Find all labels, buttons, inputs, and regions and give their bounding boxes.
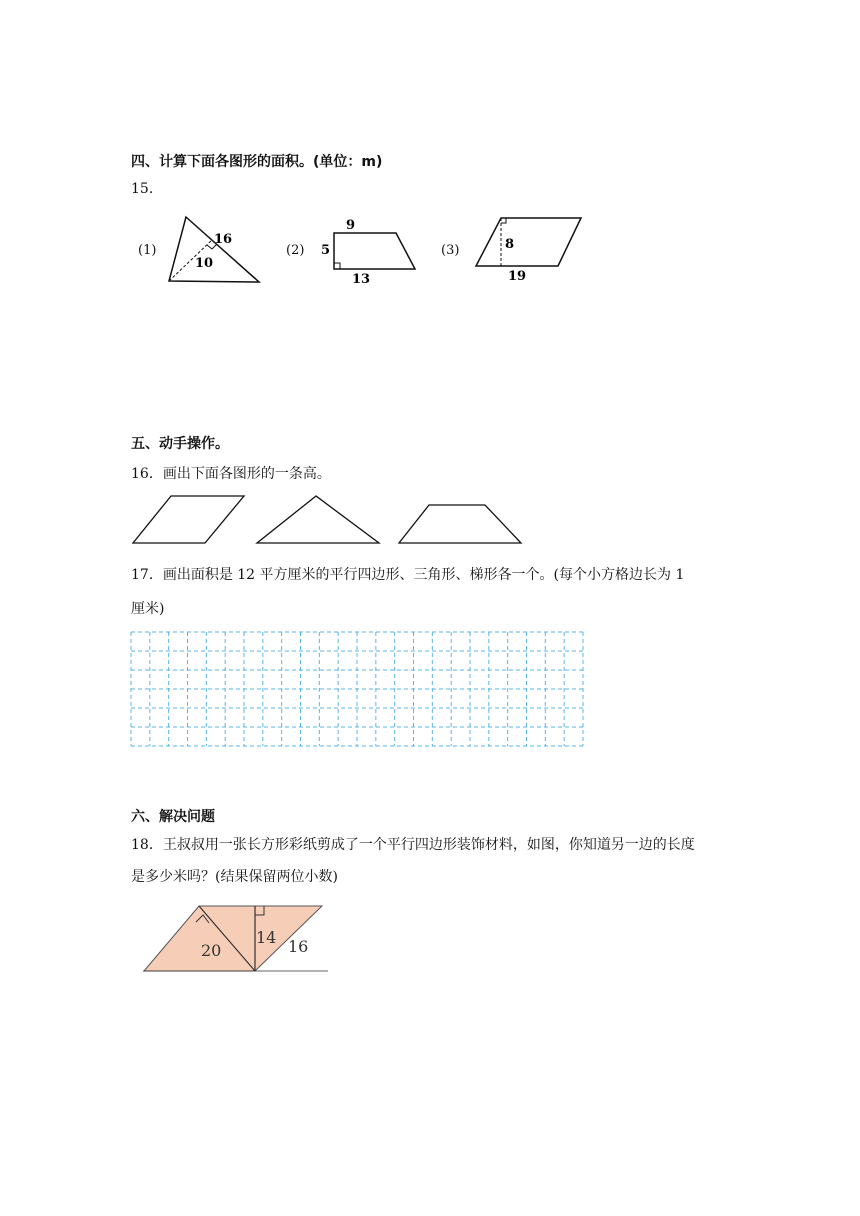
triangle-shape <box>169 217 259 282</box>
fig1-label: (1) <box>138 243 157 258</box>
parallelogram-base-label: 19 <box>508 269 527 284</box>
q17-line1: 17．画出面积是 12 平方厘米的平行四边形、三角形、梯形各一个。(每个小方格边长为 1 <box>131 567 685 583</box>
q18-figure <box>140 900 330 976</box>
parallelogram-figure <box>470 212 588 286</box>
q18-label-14: 14 <box>256 928 277 947</box>
q16-shapes <box>130 492 530 550</box>
parallelogram-shape <box>476 218 581 266</box>
trapezoid-height-label: 5 <box>321 243 331 258</box>
q18-line1: 18．王叔叔用一张长方形彩纸剪成了一个平行四边形装饰材料，如图，你知道另一边的长度 <box>131 837 695 853</box>
q16-parallelogram <box>133 496 244 543</box>
trapezoid-top-label: 9 <box>346 218 356 233</box>
q18-label-20: 20 <box>201 941 222 960</box>
q16-triangle <box>257 496 379 543</box>
section4-heading: 四、计算下面各图形的面积。(单位：m) <box>131 154 383 170</box>
q17-line2: 厘米) <box>131 601 165 617</box>
trapezoid-bottom-label: 13 <box>352 272 371 286</box>
triangle-height-label: 10 <box>195 256 214 271</box>
q18-line2: 是多少米吗？(结果保留两位小数) <box>131 869 338 885</box>
fig3-label: (3) <box>441 243 460 258</box>
fig2-label: (2) <box>286 243 305 258</box>
q16-text: 16．画出下面各图形的一条高。 <box>131 466 331 482</box>
q18-label-16: 16 <box>288 937 309 956</box>
triangle-side-label: 16 <box>214 232 233 247</box>
triangle-figure <box>160 210 270 290</box>
parallelogram-height-label: 8 <box>505 237 515 252</box>
q16-trapezoid <box>399 505 521 543</box>
right-angle-mark <box>334 263 340 269</box>
trapezoid-figure <box>316 214 426 286</box>
q15-number: 15. <box>131 181 154 197</box>
trapezoid-shape <box>334 233 415 269</box>
drawing-grid[interactable] <box>130 631 584 747</box>
section6-heading: 六、解决问题 <box>131 809 215 825</box>
section5-heading: 五、动手操作。 <box>131 436 229 452</box>
